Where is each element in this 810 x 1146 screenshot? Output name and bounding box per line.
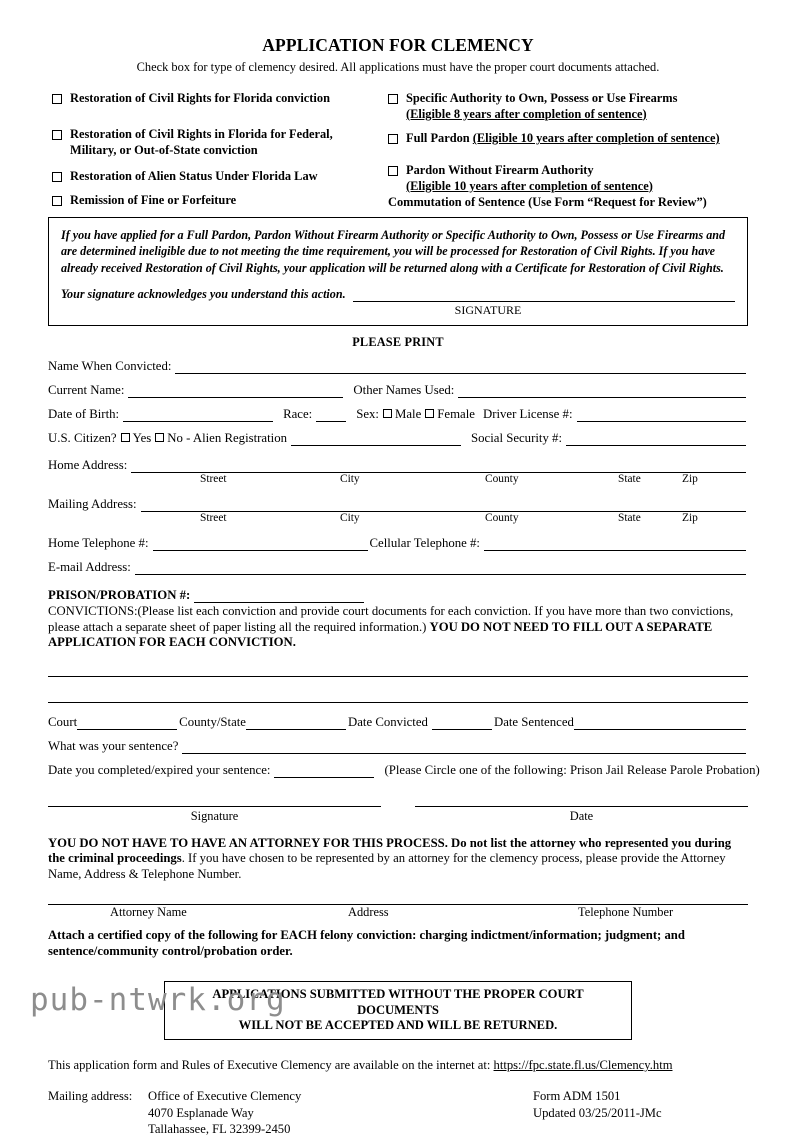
checkbox-row-restoration-civil-rights-florida[interactable] (52, 91, 382, 106)
checkbox-row-restoration-civil-rights-federal[interactable] (52, 127, 382, 158)
input-alien-registration[interactable] (291, 432, 461, 446)
caption-attorney-address: Address (348, 905, 389, 920)
label-sex (356, 407, 475, 422)
input-court[interactable] (77, 716, 177, 730)
eligibility-warning-box (48, 217, 748, 326)
checkbox-row-restoration-alien-status[interactable] (52, 169, 382, 184)
row-mailing-address (48, 497, 748, 512)
mailing-line-1: Office of Executive Clemency (148, 1089, 302, 1104)
input-race[interactable] (316, 408, 346, 422)
label-what-was-sentence: What was your sentence? (48, 738, 179, 753)
label-home-telephone: Home Telephone #: (48, 536, 149, 551)
label-date-sentenced: Date Sentenced (493, 714, 574, 729)
label-mailing-address-footer: Mailing address: (48, 1089, 133, 1104)
conviction-blank-line-2[interactable] (48, 702, 748, 703)
please-print-heading: PLEASE PRINT (352, 334, 444, 349)
convictions-text: (Please list each conviction and provide court documents for each conviction. If you have more than two convictions, please attach a separate sheet of paper listing all the required information.) (48, 604, 734, 634)
label-prison-probation: PRISON/PROBATION #: (48, 588, 191, 603)
clemency-type-selection (48, 91, 748, 213)
checkbox-eligibility-note: (Eligible 10 years after completion of sentence) (406, 178, 653, 193)
warning-paragraph: If you have applied for a Full Pardon, Pardon Without Firearm Authority or Specific Authority to Own, Possess or Use Firearms and are determined ineligible due to not meeting the time requirement, you will be processed for Restoration of Civil Rights. If you have already received Restoration of Civil Rights, your application will be returned along with a Certificate for Restoration of Civil Rights. (61, 228, 726, 275)
input-county-state[interactable] (246, 716, 346, 730)
warning-signature-caption: SIGNATURE (454, 302, 522, 317)
input-driver-license[interactable] (577, 408, 747, 422)
checkbox-citizen-no[interactable] (155, 433, 164, 442)
warning-signature-row[interactable] (61, 287, 735, 302)
checkbox-label-group (406, 163, 653, 194)
row-current-name (48, 383, 748, 398)
convictions-instructions (48, 604, 748, 650)
notice-line-2: WILL NOT BE ACCEPTED AND WILL BE RETURNED. (238, 1018, 558, 1033)
attorney-notice-emphasis: YOU DO NOT HAVE TO HAVE AN ATTORNEY FOR THIS PROCESS. Do not list the attorney who represented you during the criminal proceedings (48, 835, 732, 866)
label-us-citizen (48, 431, 287, 446)
row-email (48, 560, 748, 575)
row-date-completed (48, 762, 760, 778)
caption-street: Street (200, 473, 227, 486)
caption-state: State (618, 473, 641, 486)
applicant-date-block (415, 806, 748, 824)
checkbox-restoration-civil-rights-florida[interactable] (52, 94, 62, 104)
caption-street: Street (200, 512, 227, 525)
label-social-security: Social Security #: (471, 430, 562, 445)
checkbox-row-specific-authority-firearms[interactable] (388, 91, 748, 122)
input-current-name[interactable] (128, 384, 343, 398)
mailing-line-2: 4070 Esplanade Way (148, 1105, 254, 1120)
page-subtitle: Check box for type of clemency desired. All applications must have the proper court documents attached. (136, 60, 660, 75)
mailing-line-3: Tallahassee, FL 32399-2450 (148, 1122, 291, 1137)
label-court: Court (48, 714, 78, 729)
checkbox-label: Restoration of Alien Status Under Florida Law (70, 169, 318, 184)
attorney-captions (48, 905, 748, 921)
input-name-when-convicted[interactable] (175, 360, 746, 374)
attorney-notice-rest: . If you have chosen to be represented by an attorney for the clemency process, please provide the Attorney Name, Address & Telephone Number. (48, 851, 726, 881)
convictions-label: CONVICTIONS: (48, 604, 138, 619)
caption-state: State (618, 512, 641, 525)
label-mailing-address: Mailing Address: (48, 497, 137, 512)
checkbox-label: Remission of Fine or Forfeiture (70, 193, 237, 208)
attorney-notice (48, 836, 748, 882)
label-name-when-convicted: Name When Convicted: (48, 358, 172, 373)
input-date-convicted[interactable] (432, 716, 492, 730)
caption-date: Date (569, 808, 594, 823)
checkbox-sex-female[interactable] (425, 409, 434, 418)
label-male: Male (394, 406, 422, 421)
form-metadata (533, 1088, 662, 1121)
internet-availability-line (48, 1058, 748, 1073)
label-date-completed: Date you completed/expired your sentence: (48, 762, 271, 777)
checkbox-label: Restoration of Civil Rights in Florida for Federal, Military, or Out-of-State conviction (70, 127, 333, 157)
row-telephones (48, 536, 748, 551)
checkbox-label: Specific Authority to Own, Possess or Use Firearms (406, 91, 678, 106)
caption-city: City (340, 512, 360, 525)
checkbox-label-group (406, 131, 720, 146)
input-applicant-date[interactable] (415, 806, 748, 807)
label-cellular-telephone: Cellular Telephone #: (369, 536, 480, 551)
citizen-text: U.S. Citizen? (48, 430, 117, 445)
caption-zip: Zip (682, 473, 698, 486)
notice-line-1: APPLICATIONS SUBMITTED WITHOUT THE PROPER COURT DOCUMENTS (212, 987, 584, 1017)
warning-signature-label: Your signature acknowledges you understand this action. (61, 286, 346, 301)
form-number: Form ADM 1501 (533, 1089, 621, 1104)
label-date-convicted: Date Convicted (347, 714, 428, 729)
label-no-alien-registration: No - Alien Registration (167, 430, 288, 445)
label-female: Female (437, 406, 475, 421)
label-county-state: County/State (179, 714, 246, 729)
checkbox-row-full-pardon[interactable] (388, 131, 758, 146)
input-applicant-signature[interactable] (48, 806, 381, 807)
form-sheet (48, 0, 760, 1146)
warning-signature-input[interactable] (353, 288, 735, 302)
checkbox-citizen-yes[interactable] (121, 433, 130, 442)
clemency-rules-link[interactable]: https://fpc.state.fl.us/Clemency.htm (493, 1058, 673, 1073)
input-other-names-used[interactable] (458, 384, 746, 398)
watermark: pub-ntwrk.org (30, 982, 286, 1018)
label-date-of-birth: Date of Birth: (48, 406, 120, 421)
checkbox-row-pardon-without-firearm[interactable] (388, 163, 748, 194)
checkbox-specific-authority-firearms[interactable] (388, 94, 398, 104)
input-cellular-telephone[interactable] (484, 537, 746, 551)
label-driver-license: Driver License #: (482, 406, 573, 421)
row-dob-race-sex-license (48, 407, 748, 422)
page-title: APPLICATION FOR CLEMENCY (262, 35, 534, 55)
applicant-signature-block (48, 806, 381, 824)
checkbox-eligibility-note: (Eligible 10 years after completion of sentence) (472, 131, 720, 146)
label-other-names-used: Other Names Used: (353, 382, 455, 397)
caption-attorney-name: Attorney Name (110, 905, 187, 920)
commutation-of-sentence-note (388, 195, 707, 210)
input-prison-probation[interactable] (194, 589, 364, 603)
input-what-was-sentence[interactable] (182, 740, 746, 754)
input-mailing-address[interactable] (141, 498, 746, 512)
caption-attorney-phone: Telephone Number (578, 905, 674, 920)
label-yes: Yes (132, 430, 152, 445)
input-date-of-birth[interactable] (123, 408, 273, 422)
checkbox-full-pardon[interactable] (388, 134, 398, 144)
checkbox-sex-male[interactable] (383, 409, 392, 418)
checkbox-label-group (406, 91, 677, 122)
caption-county: County (485, 512, 519, 525)
checkbox-pardon-without-firearm[interactable] (388, 166, 398, 176)
input-social-security[interactable] (566, 432, 746, 446)
mailing-address-lines (148, 1088, 301, 1137)
mailing-address-captions (48, 512, 748, 526)
row-court-details (48, 715, 748, 730)
signature-date-row (48, 806, 748, 824)
caption-city: City (340, 473, 360, 486)
label-current-name: Current Name: (48, 382, 125, 397)
conviction-blank-line-1[interactable] (48, 676, 748, 677)
label-home-address: Home Address: (48, 457, 128, 472)
checkbox-restoration-civil-rights-federal[interactable] (52, 130, 62, 140)
commutation-label: Commutation of Sentence (Use Form “Request for Review”) (388, 195, 707, 210)
input-date-completed[interactable] (274, 764, 374, 778)
checkbox-label: Full Pardon (406, 131, 473, 146)
attach-documents-note: Attach a certified copy of the following for EACH felony conviction: charging indictment/information; judgment; and sentence/community control/probation order. (48, 928, 685, 958)
input-email-address[interactable] (135, 561, 746, 575)
input-home-address[interactable] (131, 459, 746, 473)
checkbox-label: Pardon Without Firearm Authority (406, 163, 594, 178)
row-prison-probation (48, 588, 748, 603)
sex-text: Sex: (356, 406, 379, 421)
home-address-captions (48, 473, 748, 487)
circle-one-instruction: (Please Circle one of the following: Prison Jail Release Parole Probation) (384, 762, 760, 777)
label-race: Race: (283, 406, 313, 421)
checkbox-label: Restoration of Civil Rights for Florida conviction (70, 91, 330, 106)
checkbox-eligibility-note: (Eligible 8 years after completion of sentence) (406, 106, 647, 121)
caption-county: County (485, 473, 519, 486)
label-email-address: E-mail Address: (48, 560, 131, 575)
checkbox-restoration-alien-status[interactable] (52, 172, 62, 182)
mailing-address-footer (48, 1088, 748, 1146)
caption-signature: Signature (190, 808, 239, 823)
checkbox-remission-of-fine[interactable] (52, 196, 62, 206)
row-citizenship-ssn (48, 431, 748, 446)
internet-text: This application form and Rules of Executive Clemency are available on the internet at: (48, 1058, 494, 1073)
input-home-telephone[interactable] (153, 537, 368, 551)
form-updated-date: Updated 03/25/2011-JMc (533, 1105, 662, 1120)
convictions-text-emphasis: YOU DO NOT NEED TO FILL OUT A SEPARATE APPLICATION FOR EACH CONVICTION. (48, 619, 713, 650)
row-home-address (48, 458, 748, 473)
checkbox-row-remission-of-fine[interactable] (52, 193, 382, 208)
row-name-when-convicted (48, 359, 748, 374)
caption-zip: Zip (682, 512, 698, 525)
row-what-was-sentence (48, 739, 748, 754)
input-date-sentenced[interactable] (574, 716, 746, 730)
